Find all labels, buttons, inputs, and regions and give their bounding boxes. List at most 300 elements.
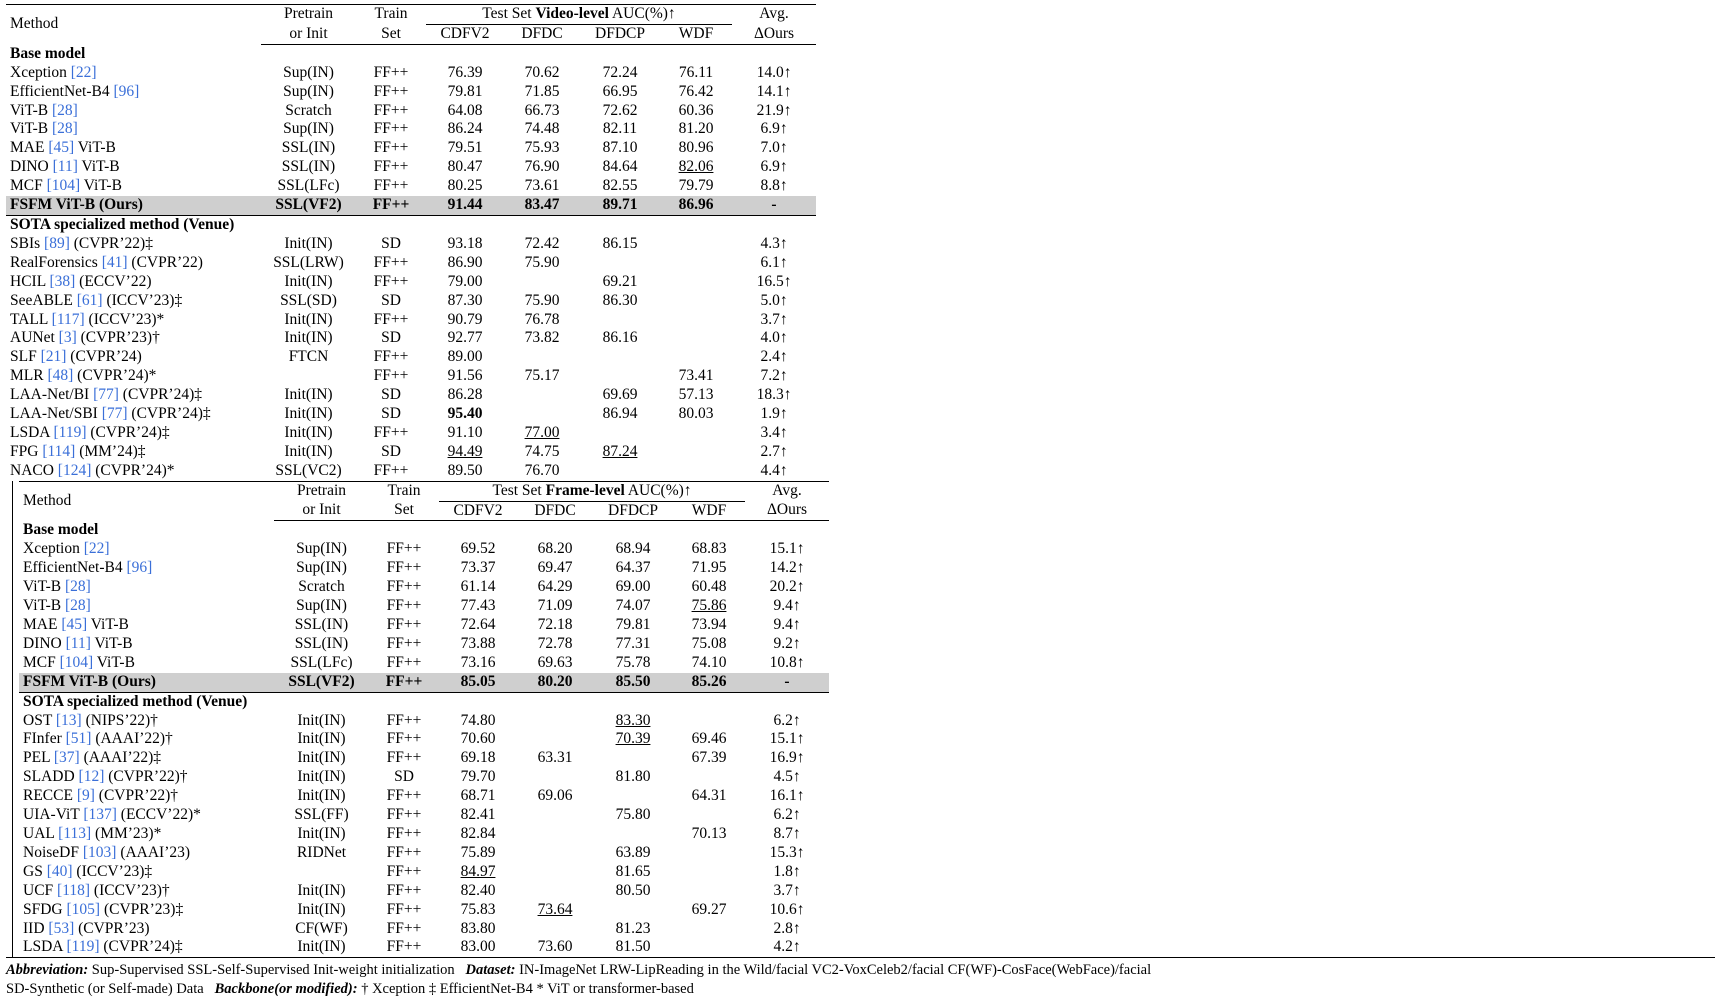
- cell-dfdcp: [580, 462, 660, 481]
- cell-method: MAE [45] ViT-B: [10, 139, 116, 157]
- citation-ref[interactable]: [21]: [40, 348, 67, 366]
- cell-dfdc: 63.31: [537, 749, 573, 767]
- metric-label: Frame-level: [545, 481, 625, 499]
- cell-cdfv2: 69.18: [460, 749, 496, 767]
- cell-wdf: 79.79: [678, 177, 714, 195]
- cell-avg-delta: 4.5↑: [773, 768, 801, 786]
- table-row: [19, 938, 829, 957]
- citation-ref[interactable]: [114]: [42, 442, 76, 460]
- table-row: [19, 901, 829, 920]
- cell-wdf: 80.03: [678, 405, 714, 423]
- citation-ref[interactable]: [28]: [52, 101, 78, 119]
- header-row-1: [6, 5, 816, 25]
- cell-cdfv2: 90.79: [447, 310, 483, 328]
- cell-trainset: FF++: [386, 881, 422, 899]
- citation-ref[interactable]: [113]: [58, 824, 92, 842]
- citation-ref[interactable]: [117]: [51, 310, 85, 328]
- cell-cdfv2: 73.37: [460, 559, 496, 577]
- cell-dfdc: [517, 882, 593, 901]
- cell-dfdc: 69.06: [537, 787, 573, 805]
- table-row: [6, 367, 816, 386]
- cell-method: ViT-B [28]: [10, 120, 78, 138]
- cell-trainset: FF++: [386, 578, 422, 596]
- video-level-table-container: [6, 4, 861, 481]
- citation-ref[interactable]: [77]: [101, 405, 128, 423]
- cell-dfdcp: [580, 367, 660, 386]
- cell-cdfv2: 86.24: [447, 120, 483, 138]
- cell-dfdcp: [593, 749, 673, 768]
- cell-cdfv2: 82.84: [460, 824, 496, 842]
- cell-wdf: 73.94: [691, 616, 727, 633]
- cell-dfdcp: [593, 825, 673, 844]
- cell-method: MCF [104] ViT-B: [23, 653, 135, 671]
- cell-dfdc: [504, 405, 580, 424]
- footnote-text-dataset: IN-ImageNet LRW-LipReading in the Wild/facial VC2-VoxCeleb2/facial CF(WF)-CosFace(WebFace)/facial: [519, 962, 1152, 979]
- cell-dfdc: 64.29: [537, 578, 573, 596]
- cell-dfdc: 80.20: [517, 673, 593, 692]
- cell-wdf: [673, 806, 745, 825]
- citation-ref[interactable]: [48]: [47, 367, 74, 385]
- cell-avg-delta: 4.3↑: [760, 234, 788, 252]
- cell-wdf: 85.26: [673, 673, 745, 692]
- citation-ref[interactable]: [89]: [44, 234, 70, 252]
- citation-ref[interactable]: [51]: [65, 730, 92, 748]
- cell-trainset: SD: [381, 405, 401, 423]
- col-train-line1: Train: [369, 481, 439, 501]
- cell-avg-delta: 5.0↑: [760, 291, 788, 309]
- testset-label: Test Set: [482, 5, 532, 22]
- cell-cdfv2: 83.80: [460, 919, 496, 937]
- citation-ref[interactable]: [119]: [66, 938, 100, 956]
- cell-avg-delta: 4.2↑: [773, 938, 801, 956]
- section-title: SOTA specialized method (Venue): [23, 692, 248, 710]
- cell-avg-delta: 4.0↑: [760, 329, 788, 347]
- cell-pretrain: SSL(FF): [294, 806, 349, 824]
- cell-pretrain: Init(IN): [284, 442, 333, 460]
- cell-wdf: 64.31: [691, 787, 727, 805]
- testset-label: Test Set: [492, 481, 542, 499]
- cell-method: ViT-B [28]: [23, 578, 91, 596]
- citation-ref[interactable]: [77]: [93, 386, 119, 404]
- citation-ref[interactable]: [40]: [46, 862, 73, 880]
- table-row: [19, 712, 829, 731]
- cell-pretrain: Init(IN): [297, 730, 346, 748]
- cell-cdfv2: 85.05: [439, 673, 517, 692]
- footnote-label-backbone: Backbone(or modified):: [214, 981, 358, 998]
- cell-avg-delta: 2.8↑: [773, 919, 801, 937]
- citation-ref[interactable]: [28]: [65, 578, 91, 596]
- section-title: SOTA specialized method (Venue): [10, 215, 235, 233]
- cell-method: Xception [22]: [23, 540, 110, 558]
- citation-ref[interactable]: [9]: [76, 787, 95, 805]
- cell-method: SeeABLE [61] (ICCV’23)‡: [10, 291, 183, 309]
- cell-dfdcp: 89.71: [580, 196, 660, 215]
- cell-dfdcp: 87.24: [602, 442, 638, 460]
- citation-ref[interactable]: [61]: [76, 291, 103, 309]
- cell-dfdc: 70.62: [524, 63, 560, 81]
- cell-pretrain: Sup(IN): [296, 597, 347, 615]
- cell-method: RealForensics [41] (CVPR’22): [10, 253, 203, 271]
- cell-cdfv2: 77.43: [460, 597, 496, 615]
- cell-trainset: FF++: [373, 120, 409, 138]
- citation-ref[interactable]: [28]: [52, 120, 78, 138]
- cell-method: SLADD [12] (CVPR’22)†: [23, 768, 188, 786]
- cell-dfdc: [504, 273, 580, 292]
- cell-dfdcp: 81.80: [615, 768, 651, 786]
- cell-dfdc: 75.17: [524, 367, 560, 385]
- table-row: [19, 635, 829, 654]
- citation-ref[interactable]: [41]: [101, 253, 128, 271]
- cell-avg-delta: 18.3↑: [756, 386, 792, 404]
- cell-cdfv2: 91.10: [447, 423, 483, 441]
- citation-ref[interactable]: [11]: [52, 158, 78, 176]
- col-avg-line1: Avg.: [732, 5, 816, 25]
- cell-dfdc: 72.18: [537, 616, 573, 633]
- cell-trainset: SD: [381, 291, 401, 309]
- cell-method: IID [53] (CVPR’23): [23, 919, 150, 937]
- cell-pretrain: CF(WF): [295, 919, 348, 937]
- cell-dfdc: [517, 730, 593, 749]
- cell-wdf: 76.42: [678, 82, 714, 100]
- table-row: [6, 405, 816, 424]
- cell-avg-delta: 3.4↑: [760, 423, 788, 441]
- cell-wdf: 75.08: [691, 634, 727, 652]
- cell-pretrain: SSL(IN): [281, 139, 336, 157]
- col-cdfv2: CDFV2: [426, 24, 504, 44]
- cell-dfdcp: 79.81: [615, 616, 651, 633]
- cell-method: OST [13] (NIPS’22)†: [23, 711, 158, 729]
- citation-ref[interactable]: [105]: [66, 900, 101, 918]
- footnote-line-1: [6, 961, 1715, 980]
- cell-trainset: FF++: [386, 862, 422, 880]
- cell-trainset: SD: [381, 442, 401, 460]
- cell-trainset: FF++: [386, 730, 422, 748]
- cell-trainset: FF++: [373, 310, 409, 328]
- cell-dfdcp: 68.94: [615, 540, 651, 558]
- citation-ref[interactable]: [22]: [83, 540, 110, 558]
- cell-method: DINO [11] ViT-B: [23, 634, 133, 652]
- cell-avg-delta: -: [732, 196, 816, 215]
- section-header-row: [19, 521, 829, 540]
- table-row: [19, 768, 829, 787]
- cell-dfdcp: 72.24: [602, 63, 638, 81]
- citation-ref[interactable]: [11]: [65, 634, 91, 652]
- cell-wdf: [660, 254, 732, 273]
- cell-pretrain: FTCN: [288, 348, 329, 366]
- citation-ref[interactable]: [53]: [48, 919, 75, 937]
- cell-trainset: FF++: [373, 101, 409, 119]
- citation-ref[interactable]: [137]: [83, 806, 117, 824]
- cell-trainset: FF++: [386, 938, 422, 956]
- metric-suffix: AUC(%)↑: [627, 481, 692, 499]
- cell-avg-delta: 9.2↑: [773, 634, 801, 652]
- citation-ref[interactable]: [104]: [59, 653, 94, 671]
- cell-cdfv2: 83.00: [460, 938, 496, 956]
- cell-dfdcp: 66.95: [602, 82, 638, 100]
- citation-ref[interactable]: [45]: [61, 616, 88, 633]
- cell-avg-delta: 4.4↑: [760, 461, 788, 479]
- cell-wdf: 82.06: [678, 158, 714, 176]
- col-testset-group: [426, 5, 732, 25]
- cell-wdf: 69.46: [691, 730, 727, 748]
- cell-avg-delta: 2.4↑: [760, 348, 788, 366]
- citation-ref[interactable]: [13]: [55, 711, 82, 729]
- table-row: [6, 254, 816, 273]
- cell-cdfv2: 75.83: [460, 900, 496, 918]
- cell-cdfv2: 89.50: [447, 461, 483, 479]
- cell-cdfv2: 74.80: [460, 711, 496, 729]
- cell-avg-delta: 1.8↑: [773, 862, 801, 880]
- cell-dfdcp: 69.00: [615, 578, 651, 596]
- cell-dfdcp: 82.11: [602, 120, 638, 138]
- cell-avg-delta: 20.2↑: [769, 578, 805, 596]
- cell-cdfv2: 73.88: [460, 634, 496, 652]
- cell-trainset: FF++: [386, 616, 422, 633]
- cell-wdf: 57.13: [678, 386, 714, 404]
- table-row: [19, 654, 829, 673]
- citation-ref[interactable]: [37]: [53, 749, 80, 767]
- table-row: [6, 196, 816, 215]
- cell-method: SFDG [105] (CVPR’23)‡: [23, 900, 184, 918]
- cell-dfdc: 75.90: [524, 253, 560, 271]
- cell-wdf: 70.13: [691, 824, 727, 842]
- citation-ref[interactable]: [103]: [82, 843, 117, 861]
- cell-method: SLF [21] (CVPR’24): [10, 348, 142, 366]
- cell-trainset: FF++: [386, 787, 422, 805]
- section-title: Base model: [10, 44, 86, 62]
- col-train-line2: Set: [369, 501, 439, 521]
- cell-dfdc: 72.42: [524, 234, 560, 252]
- citation-ref[interactable]: [12]: [78, 768, 105, 786]
- cell-pretrain: SSL(IN): [294, 616, 349, 633]
- citation-ref[interactable]: [96]: [113, 82, 140, 100]
- cell-dfdc: 71.85: [524, 82, 560, 100]
- cell-wdf: 80.96: [678, 139, 714, 157]
- cell-method: ViT-B [28]: [23, 597, 91, 615]
- cell-trainset: FF++: [373, 158, 409, 176]
- citation-ref[interactable]: [104]: [46, 177, 81, 195]
- cell-trainset: FF++: [386, 653, 422, 671]
- cell-avg-delta: 21.9↑: [756, 101, 792, 119]
- cell-dfdcp: 72.62: [602, 101, 638, 119]
- col-testset-group: [439, 481, 745, 501]
- citation-ref[interactable]: [28]: [65, 597, 91, 615]
- cell-cdfv2: 76.39: [447, 63, 483, 81]
- cell-wdf: 73.41: [678, 367, 714, 385]
- cell-avg-delta: 8.7↑: [773, 824, 801, 842]
- cell-cdfv2: 91.44: [426, 196, 504, 215]
- cell-cdfv2: 82.40: [460, 881, 496, 899]
- cell-cdfv2: 86.28: [447, 386, 483, 404]
- cell-cdfv2: 79.00: [447, 272, 483, 290]
- cell-pretrain: Init(IN): [297, 824, 346, 842]
- table-row: [19, 749, 829, 768]
- table-row: [6, 311, 816, 330]
- cell-avg-delta: 7.2↑: [760, 367, 788, 385]
- cell-method: TALL [117] (ICCV’23)*: [10, 310, 165, 328]
- video-level-body: [6, 44, 816, 480]
- col-pretrain-line1: Pretrain: [261, 5, 356, 25]
- cell-dfdcp: 70.39: [615, 730, 651, 748]
- cell-avg-delta: 6.1↑: [760, 253, 788, 271]
- cell-trainset: FF++: [369, 673, 439, 692]
- citation-ref[interactable]: [119]: [53, 423, 87, 441]
- cell-dfdc: 71.09: [537, 597, 573, 615]
- cell-cdfv2: 87.30: [447, 291, 483, 309]
- citation-ref[interactable]: [96]: [126, 559, 153, 577]
- cell-avg-delta: 10.8↑: [769, 653, 805, 671]
- cell-method: AUNet [3] (CVPR’23)†: [10, 329, 160, 347]
- cell-wdf: [673, 938, 745, 957]
- cell-avg-delta: 14.0↑: [756, 63, 792, 81]
- cell-trainset: FF++: [386, 559, 422, 577]
- cell-avg-delta: -: [745, 673, 829, 692]
- frame-level-table-container: [12, 481, 874, 958]
- citation-ref[interactable]: [45]: [48, 139, 75, 157]
- cell-dfdc: 83.47: [504, 196, 580, 215]
- cell-pretrain: [261, 367, 356, 386]
- table-row: [6, 462, 816, 481]
- cell-dfdc: [517, 712, 593, 731]
- cell-cdfv2: 84.97: [460, 862, 496, 880]
- table-row: [19, 540, 829, 559]
- section-header-row: [19, 692, 829, 711]
- cell-dfdcp: 75.80: [615, 806, 651, 824]
- cell-pretrain: Init(IN): [284, 272, 333, 290]
- cell-cdfv2: 86.90: [447, 253, 483, 271]
- cell-trainset: FF++: [386, 806, 422, 824]
- cell-dfdcp: 86.94: [602, 405, 638, 423]
- cell-avg-delta: 1.9↑: [760, 405, 788, 423]
- cell-trainset: FF++: [373, 348, 409, 366]
- cell-wdf: 74.10: [691, 653, 727, 671]
- cell-cdfv2: 72.64: [460, 616, 496, 633]
- footnote-label-abbreviation: Abbreviation:: [6, 962, 89, 979]
- cell-avg-delta: 3.7↑: [760, 310, 788, 328]
- cell-dfdcp: 69.69: [602, 386, 638, 404]
- cell-pretrain: Init(IN): [284, 310, 333, 328]
- col-wdf: WDF: [660, 24, 732, 44]
- cell-dfdc: 69.47: [537, 559, 573, 577]
- cell-dfdcp: 81.50: [615, 938, 651, 956]
- cell-cdfv2: 92.77: [447, 329, 483, 347]
- col-method: Method: [6, 5, 261, 45]
- citation-ref[interactable]: [22]: [70, 63, 97, 81]
- cell-method: HCIL [38] (ECCV’22): [10, 272, 152, 290]
- cell-avg-delta: 14.1↑: [756, 82, 792, 100]
- cell-wdf: [660, 348, 732, 367]
- cell-dfdcp: [580, 311, 660, 330]
- cell-trainset: FF++: [386, 540, 422, 558]
- col-pretrain-line1: Pretrain: [274, 481, 369, 501]
- col-avg-line1: Avg.: [745, 481, 829, 501]
- cell-dfdc: [517, 825, 593, 844]
- cell-cdfv2: 70.60: [460, 730, 496, 748]
- cell-dfdcp: 84.64: [602, 158, 638, 176]
- cell-pretrain: SSL(VF2): [274, 673, 369, 692]
- cell-dfdc: [517, 844, 593, 863]
- cell-pretrain: RIDNet: [296, 843, 347, 861]
- cell-avg-delta: 9.4↑: [773, 616, 801, 633]
- cell-trainset: FF++: [373, 423, 409, 441]
- table-row: [6, 329, 816, 348]
- video-level-table: [6, 4, 816, 481]
- cell-trainset: SD: [381, 386, 401, 404]
- cell-cdfv2: 79.81: [447, 82, 483, 100]
- citation-ref[interactable]: [38]: [49, 272, 76, 290]
- cell-dfdc: 77.00: [524, 423, 560, 441]
- cell-wdf: 60.36: [678, 101, 714, 119]
- table-row: [19, 578, 829, 597]
- table-row: [6, 64, 816, 83]
- cell-avg-delta: 6.2↑: [773, 711, 801, 729]
- table-row: [19, 920, 829, 939]
- citation-ref[interactable]: [3]: [58, 329, 77, 347]
- cell-wdf: [660, 292, 732, 311]
- cell-dfdc: 76.70: [524, 461, 560, 479]
- frame-level-table: [19, 481, 829, 958]
- cell-avg-delta: 3.7↑: [773, 881, 801, 899]
- cell-dfdcp: 86.30: [602, 291, 638, 309]
- cell-method: RECCE [9] (CVPR’22)†: [23, 787, 179, 805]
- cell-trainset: FF++: [386, 900, 422, 918]
- cell-pretrain: Sup(IN): [296, 559, 347, 577]
- cell-pretrain: Init(IN): [284, 329, 333, 347]
- col-dfdcp: DFDCP: [580, 24, 660, 44]
- footnote-text-backbone: † Xception ‡ EfficientNet-B4 * ViT or transformer-based: [361, 981, 694, 998]
- cell-cdfv2: 91.56: [447, 367, 483, 385]
- cell-avg-delta: 16.9↑: [769, 749, 805, 767]
- cell-dfdc: 74.75: [524, 442, 560, 460]
- col-dfdcp: DFDCP: [593, 501, 673, 521]
- cell-dfdcp: 64.37: [615, 559, 651, 577]
- citation-ref[interactable]: [124]: [57, 461, 92, 479]
- cell-avg-delta: 16.5↑: [756, 272, 792, 290]
- cell-wdf: [660, 329, 732, 348]
- cell-pretrain: Init(IN): [297, 900, 346, 918]
- cell-dfdcp: [593, 787, 673, 806]
- cell-pretrain: Init(IN): [297, 938, 346, 956]
- cell-method: UAL [113] (MM’23)*: [23, 824, 162, 842]
- table-row: [6, 273, 816, 292]
- cell-dfdcp: 85.50: [593, 673, 673, 692]
- cell-dfdcp: 87.10: [602, 139, 638, 157]
- col-train-line2: Set: [356, 24, 426, 44]
- col-train-line1: Train: [356, 5, 426, 25]
- cell-cdfv2: 80.47: [447, 158, 483, 176]
- citation-ref[interactable]: [118]: [57, 881, 91, 899]
- cell-wdf: [660, 311, 732, 330]
- cell-pretrain: Scratch: [298, 578, 345, 596]
- cell-wdf: [673, 882, 745, 901]
- cell-method: MCF [104] ViT-B: [10, 177, 122, 195]
- cell-cdfv2: 68.71: [460, 787, 496, 805]
- cell-dfdc: [517, 863, 593, 882]
- cell-dfdc: 75.93: [524, 139, 560, 157]
- cell-trainset: FF++: [373, 139, 409, 157]
- col-dfdc: DFDC: [504, 24, 580, 44]
- cell-wdf: [673, 844, 745, 863]
- cell-avg-delta: 6.9↑: [760, 158, 788, 176]
- cell-avg-delta: 14.2↑: [769, 559, 805, 577]
- cell-dfdc: [504, 348, 580, 367]
- table-row: [19, 806, 829, 825]
- cell-dfdc: [517, 806, 593, 825]
- cell-dfdcp: 81.65: [615, 862, 651, 880]
- cell-method: UIA-ViT [137] (ECCV’22)*: [23, 806, 201, 824]
- cell-avg-delta: 2.7↑: [760, 442, 788, 460]
- cell-method: NoiseDF [103] (AAAI’23): [23, 843, 191, 861]
